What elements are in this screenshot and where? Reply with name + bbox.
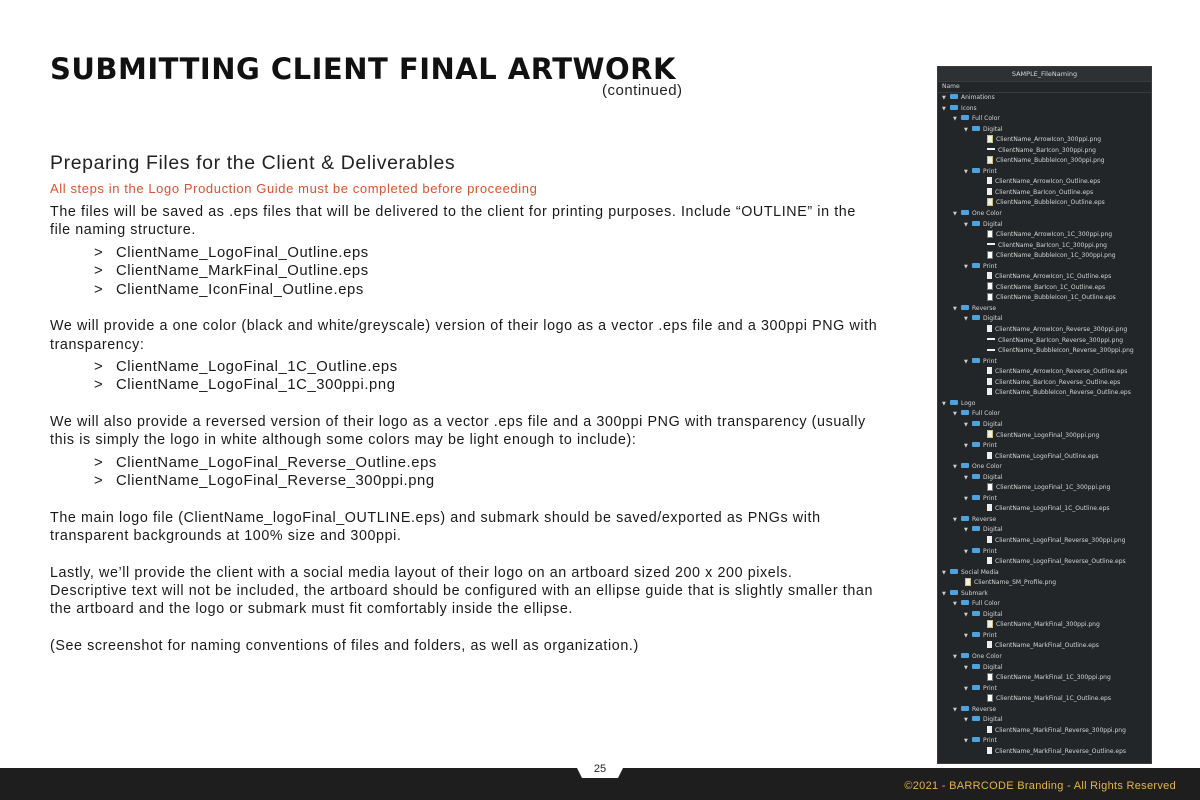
disclosure-triangle-icon[interactable]: ▼: [964, 443, 968, 450]
file-tree-label: ClientName_BarIcon_300ppi.png: [998, 146, 1096, 154]
image-file-icon: [965, 578, 971, 586]
disclosure-triangle-icon[interactable]: ▼: [953, 653, 957, 660]
file-tree-label: Full Color: [972, 410, 1000, 418]
file-tree-label: ClientName_MarkFinal_1C_Outline.eps: [996, 695, 1111, 703]
disclosure-triangle-icon[interactable]: ▼: [964, 221, 968, 228]
bullet-marker: >: [94, 263, 104, 280]
file-tree-label: ClientName_BubbleIcon_1C_Outline.eps: [996, 294, 1116, 302]
file-row[interactable]: [938, 156, 1151, 167]
file-tree-label: Digital: [983, 526, 1003, 534]
folder-icon: [950, 105, 958, 110]
file-tree-label: One Color: [972, 210, 1002, 218]
file-row[interactable]: [938, 198, 1151, 209]
file-row[interactable]: [938, 620, 1151, 631]
file-tree-label: ClientName_ArrowIcon_Outline.eps: [995, 178, 1101, 186]
file-row[interactable]: [938, 578, 1151, 589]
file-tree-label: Digital: [983, 716, 1003, 724]
file-list-one-color: [50, 358, 880, 395]
disclosure-triangle-icon[interactable]: ▼: [953, 706, 957, 713]
folder-icon: [972, 632, 980, 637]
image-file-icon: [987, 251, 993, 259]
folder-row[interactable]: [938, 473, 1151, 484]
folder-icon: [972, 495, 980, 500]
folder-row[interactable]: [938, 209, 1151, 220]
folder-row[interactable]: [938, 441, 1151, 452]
folder-row[interactable]: [938, 167, 1151, 178]
file-tree-label: One Color: [972, 652, 1002, 660]
folder-icon: [972, 611, 980, 616]
file-tree-label: ClientName_ArrowIcon_1C_Outline.eps: [995, 273, 1112, 281]
list-item-text: ClientName_IconFinal_Outline.eps: [116, 281, 364, 298]
file-tree-label: Social Media: [961, 568, 999, 576]
file-tree-label: Print: [983, 547, 997, 555]
page-number: 25: [593, 763, 607, 775]
main-content: [50, 154, 880, 655]
folder-icon: [972, 263, 980, 268]
folder-row[interactable]: [938, 262, 1151, 273]
disclosure-triangle-icon[interactable]: ▼: [964, 263, 968, 270]
document-file-icon: [987, 188, 992, 195]
disclosure-triangle-icon[interactable]: ▼: [964, 316, 968, 323]
file-tree-label: One Color: [972, 463, 1002, 471]
list-item: [50, 454, 880, 473]
file-row[interactable]: [938, 367, 1151, 378]
file-row[interactable]: [938, 641, 1151, 652]
disclosure-triangle-icon[interactable]: ▼: [953, 305, 957, 312]
folder-icon: [950, 569, 958, 574]
file-row[interactable]: [938, 293, 1151, 304]
file-tree-label: ClientName_LogoFinal_Reverse_300ppi.png: [995, 536, 1126, 544]
document-file-icon: [987, 504, 992, 511]
file-tree-label: Digital: [983, 610, 1003, 618]
document-file-icon: [987, 177, 992, 184]
folder-icon: [972, 442, 980, 447]
file-tree-label: ClientName_ArrowIcon_Reverse_Outline.eps: [995, 368, 1128, 376]
document-file-icon: [987, 641, 992, 648]
bullet-marker: >: [94, 244, 104, 261]
folder-icon: [972, 126, 980, 131]
disclosure-triangle-icon[interactable]: ▼: [964, 126, 968, 133]
file-tree-label: ClientName_LogoFinal_Outline.eps: [995, 452, 1099, 460]
folder-row[interactable]: [938, 684, 1151, 695]
file-tree-label: Full Color: [972, 115, 1000, 123]
disclosure-triangle-icon[interactable]: ▼: [964, 495, 968, 502]
disclosure-triangle-icon[interactable]: ▼: [964, 168, 968, 175]
folder-icon: [961, 463, 969, 468]
folder-row[interactable]: [938, 652, 1151, 663]
bullet-marker: >: [94, 377, 104, 394]
name-column-header: Name: [938, 82, 1151, 93]
image-file-icon: [987, 620, 993, 628]
folder-row[interactable]: [938, 93, 1151, 104]
file-row[interactable]: [938, 388, 1151, 399]
folder-icon: [972, 664, 980, 669]
file-tree-label: Reverse: [972, 515, 997, 523]
folder-icon: [972, 315, 980, 320]
file-row[interactable]: [938, 346, 1151, 357]
image-file-icon: [987, 483, 993, 491]
disclosure-triangle-icon[interactable]: ▼: [964, 717, 968, 724]
folder-row[interactable]: [938, 462, 1151, 473]
document-file-icon: [987, 452, 992, 459]
file-tree-label: ClientName_BarIcon_Reverse_Outline.eps: [995, 378, 1121, 386]
file-tree-label: Print: [983, 167, 997, 175]
file-tree-label: ClientName_LogoFinal_300ppi.png: [996, 431, 1100, 439]
file-tree-label: ClientName_ArrowIcon_300ppi.png: [996, 136, 1102, 144]
list-item: [50, 376, 880, 395]
folder-icon: [972, 548, 980, 553]
file-row[interactable]: [938, 146, 1151, 157]
image-file-icon: [987, 694, 993, 702]
folder-row[interactable]: [938, 589, 1151, 600]
file-tree-label: ClientName_LogoFinal_1C_300ppi.png: [996, 484, 1111, 492]
folder-icon: [972, 737, 980, 742]
file-tree-label: Print: [983, 357, 997, 365]
file-tree-label: ClientName_BubbleIcon_Outline.eps: [996, 199, 1105, 207]
list-item-text: ClientName_LogoFinal_1C_Outline.eps: [116, 358, 398, 375]
disclosure-triangle-icon[interactable]: ▼: [964, 474, 968, 481]
list-item: [50, 244, 880, 263]
file-tree-label: ClientName_MarkFinal_Outline.eps: [995, 642, 1099, 650]
file-row[interactable]: [938, 251, 1151, 262]
folder-row[interactable]: [938, 104, 1151, 115]
bar-file-icon: [987, 349, 995, 351]
disclosure-triangle-icon[interactable]: ▼: [953, 464, 957, 471]
image-file-icon: [987, 430, 993, 438]
file-tree-label: Digital: [983, 220, 1003, 228]
file-tree-label: Print: [983, 684, 997, 692]
file-row[interactable]: [938, 177, 1151, 188]
file-list-outline: [50, 244, 880, 300]
document-file-icon: [987, 388, 992, 395]
file-tree-label: Animations: [961, 94, 995, 101]
folder-row[interactable]: [938, 409, 1151, 420]
disclosure-triangle-icon[interactable]: ▼: [964, 548, 968, 555]
paragraph-social-media: Lastly, we’ll provide the client with a social media layout of their logo on an artboard sized 200 x 200 pixels.: [50, 564, 793, 581]
file-tree-label: ClientName_LogoFinal_Reverse_Outline.eps: [995, 558, 1126, 566]
document-file-icon: [987, 557, 992, 564]
document-file-icon: [987, 325, 992, 332]
file-row[interactable]: [938, 378, 1151, 389]
file-tree-label: ClientName_MarkFinal_Reverse_300ppi.png: [995, 726, 1126, 734]
bar-file-icon: [987, 243, 995, 245]
disclosure-triangle-icon[interactable]: ▼: [953, 516, 957, 523]
file-tree-label: Submark: [961, 589, 988, 597]
file-tree-label: ClientName_LogoFinal_1C_Outline.eps: [995, 505, 1110, 513]
folder-icon: [972, 421, 980, 426]
list-item-text: ClientName_LogoFinal_1C_300ppi.png: [116, 377, 396, 394]
disclosure-triangle-icon[interactable]: ▼: [964, 527, 968, 534]
folder-icon: [972, 358, 980, 363]
file-row[interactable]: [938, 241, 1151, 252]
bullet-marker: >: [94, 473, 104, 490]
folder-row[interactable]: [938, 399, 1151, 410]
bullet-marker: >: [94, 281, 104, 298]
file-row[interactable]: [938, 726, 1151, 737]
document-file-icon: [987, 272, 992, 279]
folder-row[interactable]: [938, 357, 1151, 368]
folder-row[interactable]: [938, 547, 1151, 558]
list-item: [50, 472, 880, 491]
folder-row[interactable]: [938, 125, 1151, 136]
folder-icon: [961, 516, 969, 521]
bar-file-icon: [987, 148, 995, 150]
file-tree-label: Logo: [961, 399, 976, 407]
list-item: [50, 358, 880, 377]
folder-icon: [972, 221, 980, 226]
disclosure-triangle-icon[interactable]: ▼: [953, 116, 957, 123]
image-file-icon: [987, 135, 993, 143]
folder-row[interactable]: [938, 304, 1151, 315]
file-tree-label: ClientName_BubbleIcon_1C_300ppi.png: [996, 252, 1116, 260]
image-file-icon: [987, 230, 993, 238]
file-row[interactable]: [938, 483, 1151, 494]
folder-row[interactable]: [938, 220, 1151, 231]
list-item-text: ClientName_LogoFinal_Reverse_Outline.eps: [116, 454, 437, 471]
file-browser-screenshot: [937, 66, 1152, 764]
folder-icon: [972, 474, 980, 479]
file-row[interactable]: [938, 673, 1151, 684]
folder-icon: [961, 410, 969, 415]
file-row[interactable]: [938, 694, 1151, 705]
folder-icon: [961, 305, 969, 310]
paragraph-eps-files: The files will be saved as .eps files that will be delivered to the client for printing purposes. Include “OUTLINE” in the file naming structure.: [50, 203, 856, 239]
document-file-icon: [987, 747, 992, 754]
file-tree-label: Digital: [983, 125, 1003, 133]
image-file-icon: [987, 198, 993, 206]
disclosure-triangle-icon[interactable]: ▼: [964, 421, 968, 428]
file-tree-label: Digital: [983, 315, 1003, 323]
folder-icon: [961, 600, 969, 605]
document-file-icon: [987, 367, 992, 374]
file-tree-label: Reverse: [972, 705, 997, 713]
file-row[interactable]: [938, 230, 1151, 241]
file-row[interactable]: [938, 283, 1151, 294]
folder-row[interactable]: [938, 420, 1151, 431]
file-tree-label: ClientName_BarIcon_Reverse_300ppi.png: [998, 336, 1124, 344]
file-tree-label: Print: [983, 631, 997, 639]
folder-row[interactable]: [938, 568, 1151, 579]
bar-file-icon: [987, 338, 995, 340]
file-row[interactable]: [938, 452, 1151, 463]
folder-row[interactable]: [938, 114, 1151, 125]
file-row[interactable]: [938, 272, 1151, 283]
disclosure-triangle-icon[interactable]: ▼: [942, 105, 946, 112]
file-tree-label: Digital: [983, 473, 1003, 481]
folder-row[interactable]: [938, 705, 1151, 716]
disclosure-triangle-icon[interactable]: ▼: [942, 400, 946, 407]
disclosure-triangle-icon[interactable]: ▼: [964, 685, 968, 692]
folder-icon: [961, 115, 969, 120]
folder-row[interactable]: [938, 314, 1151, 325]
file-row[interactable]: [938, 135, 1151, 146]
file-row[interactable]: [938, 557, 1151, 568]
bullet-marker: >: [94, 358, 104, 375]
file-list-reverse: [50, 454, 880, 491]
file-tree-label: ClientName_BubbleIcon_300ppi.png: [996, 157, 1105, 165]
list-item: [50, 262, 880, 281]
copyright-notice: ©2021 - BARRCODE Branding - All Rights Reserved: [904, 780, 1176, 792]
file-tree-label: ClientName_MarkFinal_Reverse_Outline.eps: [995, 747, 1127, 755]
file-tree-label: Print: [983, 737, 997, 745]
folder-row[interactable]: [938, 736, 1151, 747]
file-row[interactable]: [938, 336, 1151, 347]
disclosure-triangle-icon[interactable]: ▼: [953, 601, 957, 608]
image-file-icon: [987, 293, 993, 301]
list-item: [50, 281, 880, 300]
warning-note: All steps in the Logo Production Guide must be completed before proceeding: [50, 181, 538, 197]
folder-icon: [950, 94, 958, 99]
paragraph-see-screenshot: (See screenshot for naming conventions of files and folders, as well as organization.): [50, 637, 639, 654]
list-item-text: ClientName_LogoFinal_Outline.eps: [116, 244, 369, 261]
folder-row[interactable]: [938, 525, 1151, 536]
disclosure-triangle-icon[interactable]: ▼: [964, 738, 968, 745]
folder-icon: [972, 168, 980, 173]
file-tree-label: ClientName_SM_Profile.png: [974, 579, 1057, 587]
disclosure-triangle-icon[interactable]: ▼: [942, 569, 946, 576]
file-row[interactable]: [938, 747, 1151, 758]
file-tree-label: ClientName_MarkFinal_1C_300ppi.png: [996, 674, 1111, 682]
file-tree-label: Print: [983, 262, 997, 270]
folder-icon: [972, 716, 980, 721]
file-tree-label: ClientName_MarkFinal_300ppi.png: [996, 621, 1100, 629]
file-row[interactable]: [938, 188, 1151, 199]
section-heading: Preparing Files for the Client & Deliverables: [50, 152, 456, 174]
folder-icon: [961, 210, 969, 215]
file-row[interactable]: [938, 504, 1151, 515]
folder-row[interactable]: [938, 515, 1151, 526]
folder-icon: [950, 590, 958, 595]
file-tree-label: Full Color: [972, 600, 1000, 608]
page-title: SUBMITTING CLIENT FINAL ARTWORK: [50, 52, 676, 86]
list-item-text: ClientName_LogoFinal_Reverse_300ppi.png: [116, 473, 435, 490]
folder-row[interactable]: [938, 494, 1151, 505]
file-tree-label: ClientName_ArrowIcon_1C_300ppi.png: [996, 231, 1113, 239]
folder-row[interactable]: [938, 631, 1151, 642]
file-tree-label: Icons: [961, 104, 977, 112]
file-browser-title: SAMPLE_FileNaming: [938, 67, 1151, 82]
file-tree-label: Print: [983, 442, 997, 450]
file-row[interactable]: [938, 325, 1151, 336]
file-tree-label: Digital: [983, 663, 1003, 671]
disclosure-triangle-icon[interactable]: ▼: [942, 95, 946, 101]
folder-row[interactable]: [938, 610, 1151, 621]
file-tree-label: Reverse: [972, 304, 997, 312]
file-tree-label: ClientName_BarIcon_1C_Outline.eps: [996, 283, 1106, 291]
disclosure-triangle-icon[interactable]: ▼: [953, 211, 957, 218]
image-file-icon: [987, 282, 993, 290]
file-row[interactable]: [938, 536, 1151, 547]
disclosure-triangle-icon[interactable]: ▼: [953, 411, 957, 418]
folder-icon: [972, 526, 980, 531]
document-file-icon: [987, 726, 992, 733]
disclosure-triangle-icon[interactable]: ▼: [942, 590, 946, 597]
disclosure-triangle-icon[interactable]: ▼: [964, 358, 968, 365]
document-file-icon: [987, 536, 992, 543]
bullet-marker: >: [94, 454, 104, 471]
paragraph-reverse: We will also provide a reversed version of their logo as a vector .eps file and a 300ppi PNG with transparency (usually this is simply the logo in white although some colors may be light enough to include):: [50, 413, 866, 449]
file-tree: [938, 93, 1151, 757]
image-file-icon: [987, 156, 993, 164]
file-tree-label: ClientName_BarIcon_Outline.eps: [995, 188, 1094, 196]
file-tree-label: ClientName_BubbleIcon_Reverse_Outline.eps: [995, 389, 1131, 397]
paragraph-ellipse-guide: Descriptive text will not be included, the artboard should be configured with an ellipse guide that is slightly smaller than the artboard and the logo or submark must fit comfortably inside the ellipse.: [50, 582, 874, 618]
disclosure-triangle-icon[interactable]: ▼: [964, 632, 968, 639]
file-tree-label: Print: [983, 494, 997, 502]
folder-row[interactable]: [938, 599, 1151, 610]
file-tree-label: Digital: [983, 420, 1003, 428]
image-file-icon: [987, 673, 993, 681]
file-tree-label: ClientName_BarIcon_1C_300ppi.png: [998, 241, 1107, 249]
file-tree-label: ClientName_ArrowIcon_Reverse_300ppi.png: [995, 326, 1128, 334]
page-subtitle: (continued): [602, 82, 683, 99]
paragraph-png-export: The main logo file (ClientName_logoFinal_OUTLINE.eps) and submark should be saved/exported as PNGs with transparent backgrounds at 100% size and 300ppi.: [50, 509, 821, 545]
file-tree-label: ClientName_BubbleIcon_Reverse_300ppi.png: [998, 347, 1134, 355]
list-item-text: ClientName_MarkFinal_Outline.eps: [116, 263, 369, 280]
disclosure-triangle-icon[interactable]: ▼: [964, 664, 968, 671]
folder-row[interactable]: [938, 663, 1151, 674]
folder-row[interactable]: [938, 715, 1151, 726]
paragraph-one-color: We will provide a one color (black and white/greyscale) version of their logo as a vector .eps file and a 300ppi PNG with transparency:: [50, 318, 878, 353]
folder-icon: [961, 706, 969, 711]
folder-icon: [972, 685, 980, 690]
folder-icon: [961, 653, 969, 658]
folder-icon: [950, 400, 958, 405]
file-row[interactable]: [938, 431, 1151, 442]
document-file-icon: [987, 378, 992, 385]
disclosure-triangle-icon[interactable]: ▼: [964, 611, 968, 618]
